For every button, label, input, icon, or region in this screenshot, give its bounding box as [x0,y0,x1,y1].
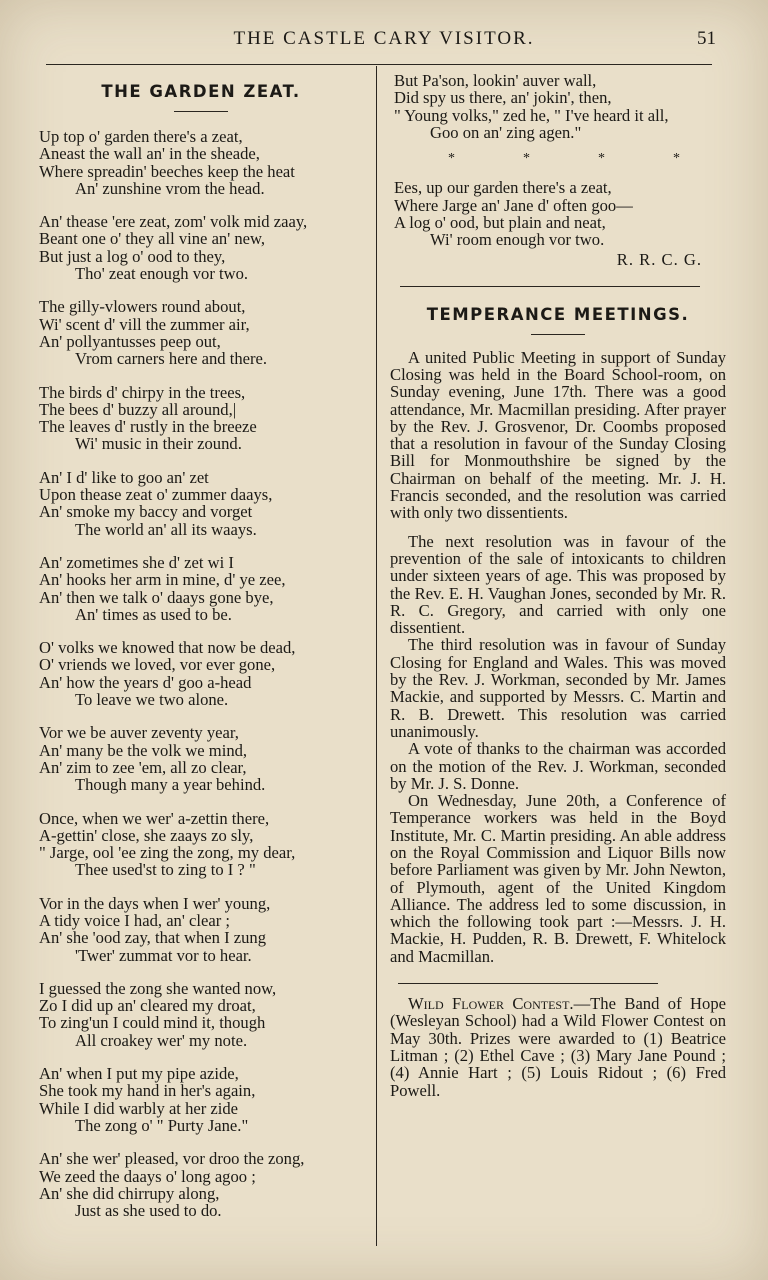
poem-line: Vor we be auver zeventy year, [39,723,239,743]
poem-line: Once, when we wer' a-zettin there, [39,808,270,828]
poem-line: An' how the years d' goo a-head [39,672,252,692]
poem-stanza [39,213,372,282]
poem-stanza [39,639,372,708]
temperance-paragraph: The third resolution was in favour of Sunday Closing for England and Wales. This was moved by the Rev. J. Workman, seconded by Mr. James Mackie, and supported by Messrs. C. Martin and R. B. Drewett. This resolution was carried unanimously. [390,635,726,741]
poem-signature: R. R. C. G. [616,249,702,269]
poem-line: All croakey wer' my note. [75,1030,248,1050]
poem-line: An' I d' like to goo an' zet [39,467,209,487]
poem-line: Where spreadin' beeches keep the heat [39,161,295,181]
poem-line: An' many be the volk we mind, [39,740,248,760]
poem-title: THE GARDEN ZEAT. [101,82,301,101]
poem-line: The bees d' buzzy all around,| [39,399,237,419]
poem-line: Goo on an' zing agen." [430,122,582,142]
right-column [390,72,726,1099]
header-rule [46,64,712,65]
temperance-title-rule [531,334,585,335]
page-number: 51 [697,28,716,49]
poem-line: While I did warbly at her zide [39,1098,239,1118]
temperance-paragraph: On Wednesday, June 20th, a Conference of Temperance workers was held in the Boyd Institute, Mr. C. Martin presiding. An able address on the Royal Commission and Liquor Bills now before Parliament was given by Mr. John Newton, of Plymouth, agent of the United Kingdom Alliance. The address led to some discussion, in which the following took part :—Messrs. J. H. Mackie, H. Pudden, R. B. Drewett, F. Whitelock and Macmillan. [390,791,726,966]
poem-line: An' times as used to be. [75,604,232,624]
asterisk: * [523,151,530,167]
poem-line: Wi' room enough vor two. [430,230,605,250]
poem-line: An' she wer' pleased, vor droo the zong, [39,1149,305,1169]
wild-flower-text: —The Band of Hope (Wesleyan School) had a Wild Flower Contest on May 30th. Prizes were awarded to (1) Beatrice Litman ; (2) Ethel Cave ; (3) Mary Jane Pound ; (4) Annie Hart ; (5) Louis Ridout ; (6) Fred Powell. [390,994,726,1100]
poem-stanza [39,1150,372,1219]
poem-line: But just a log o' ood to they, [39,246,226,266]
poem-line: To zing'un I could mind it, though [39,1013,266,1033]
poem-stanza [39,298,372,367]
poem-line: A tidy voice I had, an' clear ; [39,910,230,930]
poem-line: I guessed the zong she wanted now, [39,978,277,998]
poem-line: The leaves d' rustly in the breeze [39,417,257,437]
poem-line: The zong o' " Purty Jane." [75,1115,249,1135]
poem-line: Vor in the days when I wer' young, [39,893,271,913]
poem-line: Ees, up our garden there's a zeat, [394,178,612,198]
poem-left-stanzas [30,128,372,1219]
poem-line: Thee used'st to zing to I ? " [75,860,256,880]
temperance-paragraph: The next resolution was in favour of the prevention of the sale of intoxicants to children under sixteen years of age. This was proposed by the Rev. E. H. Vaughan Jones, seconded by Mr. R. R. C. Gregory, and carried with only one dissentient. [390,531,726,638]
poem-stanza [39,1065,372,1134]
poem-line: An' pollyantusses peep out, [39,331,221,351]
poem-line: An' zunshine vrom the head. [75,178,265,198]
poem-line: An' when I put my pipe azide, [39,1064,239,1084]
poem-line: Upon thease zeat o' zummer daays, [39,485,273,505]
poem-line: Where Jarge an' Jane d' often goo— [394,195,633,215]
poem-stanza [39,554,372,623]
poem-line: She took my hand in her's again, [39,1081,256,1101]
poem-right-stanzas [390,72,726,249]
poem-line: To leave we two alone. [75,690,229,710]
poem-line: An' smoke my baccy and vorget [39,502,253,522]
poem-line: " Jarge, ool 'ee zing the zong, my dear, [39,843,296,863]
section-rule [400,286,700,287]
poem-line: A log o' ood, but plain and neat, [394,213,606,233]
poem-line: A-gettin' close, she zaays zo sly, [39,825,254,845]
poem-stanza [394,179,726,248]
poem-line: Wi' music in their zound. [75,434,242,454]
poem-line: O' volks we knowed that now be dead, [39,638,296,658]
temperance-paragraph: A vote of thanks to the chairman was accorded on the motion of the Rev. J. Workman, seconded by Mr. J. S. Donne. [390,739,726,793]
poem-line: Did spy us there, an' jokin', then, [394,88,612,108]
poem-line: Zo I did up an' cleared my droat, [39,996,256,1016]
asterisk-divider [414,150,714,167]
asterisk: * [673,151,680,167]
poem-line: " Young volks," zed he, " I've heard it all, [394,105,669,125]
asterisk: * [598,151,605,167]
poem-stanza [39,128,372,197]
poem-title-rule [174,111,228,112]
poem-line: 'Twer' zummat vor to hear. [75,945,252,965]
poem-line: Just as she used to do. [75,1201,222,1221]
poem-line: Aneast the wall an' in the sheade, [39,144,260,164]
poem-stanza [39,810,372,879]
poem-line: The gilly-vlowers round about, [39,297,246,317]
poem-stanza [39,469,372,538]
poem-line: Up top o' garden there's a zeat, [39,127,243,146]
running-title: THE CASTLE CARY VISITOR. [233,28,535,49]
poem-stanza [39,724,372,793]
poem-stanza [39,384,372,453]
temperance-title: TEMPERANCE MEETINGS. [426,304,690,324]
poem-line: But Pa'son, lookin' auver wall, [394,71,597,90]
poem-line: An' she did chirrupy along, [39,1183,220,1203]
poem-line: We zeed the daays o' long agoo ; [39,1166,256,1186]
poem-line: Vrom carners here and there. [75,349,268,369]
poem-stanza [39,895,372,964]
poem-line: An' zim to zee 'em, all zo clear, [39,757,247,777]
asterisk: * [448,151,455,167]
poem-line: An' hooks her arm in mine, d' ye zee, [39,570,286,590]
wild-flower-heading: Wild Flower Contest. [408,994,574,1014]
poem-line: An' then we talk o' daays gone bye, [39,587,274,607]
column-divider [376,66,377,1246]
poem-line: Though many a year behind. [75,775,266,795]
poem-line: The birds d' chirpy in the trees, [39,382,246,402]
poem-stanza [39,980,372,1049]
section-rule-2 [398,983,658,984]
left-column [30,72,372,1219]
poem-line: The world an' all its waays. [75,519,257,539]
poem-line: An' she 'ood zay, that when I zung [39,928,267,948]
poem-line: Beant one o' they all vine an' new, [39,229,266,249]
running-head [0,28,768,52]
poem-line: An' thease 'ere zeat, zom' volk mid zaay, [39,212,308,232]
poem-line: An' zometimes she d' zet wi I [39,552,234,572]
poem-line: O' vriends we loved, vor ever gone, [39,655,276,675]
poem-line: Tho' zeat enough vor two. [75,264,249,284]
poem-line: Wi' scent d' vill the zummer air, [39,314,250,334]
temperance-article [390,349,726,965]
temperance-paragraph: A united Public Meeting in support of Sunday Closing was held in the Board School-room, on Sunday evening, June 17th. There was a good attendance, Mr. Macmillan presiding. After prayer by the Rev. J. Grosvenor, Dr. Coombs proposed that a resolution in favour of the Sunday Closing Bill for Monmouthshire be signed by the Chairman on behalf of the meeting. Mr. J. H. Francis seconded, and the resolution was carried with only two dissentients. [390,347,726,523]
wild-flower-contest [390,995,726,1099]
poem-stanza [394,72,726,141]
